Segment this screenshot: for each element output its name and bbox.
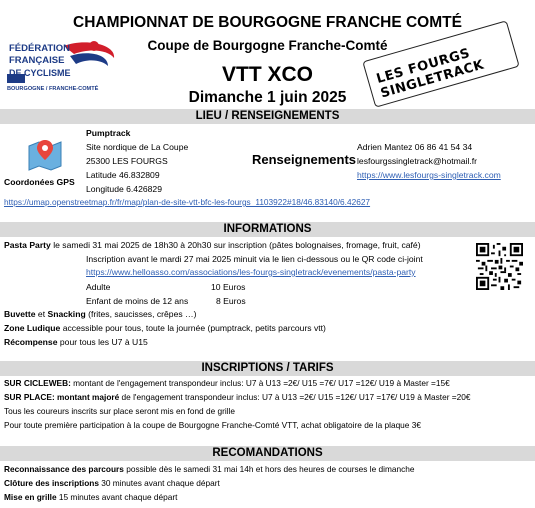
section-lieu-heading: LIEU / RENSEIGNEMENTS (0, 109, 535, 124)
venue-name: Pumptrack (86, 128, 131, 138)
pasta-party-line: Pasta Party le samedi 31 mai 2025 de 18h30 à 20h30 sur inscription (pâtes bolognaises, fromage, fruit, café) (4, 240, 421, 250)
price-adult-label: Adulte (86, 282, 111, 292)
cup-title: Coupe de Bourgogne Franche-Comté (147, 38, 388, 53)
cloture-line: Clôture des inscriptions 30 minutes avant chaque départ (4, 478, 220, 488)
event-date: Dimanche 1 juin 2025 (188, 89, 347, 106)
venue-address-1: Site nordique de La Coupe (86, 142, 189, 152)
pasta-registration-line: Inscription avant le mardi 27 mai 2025 minuit via le lien ci-dessous ou le QR code ci-joint (86, 254, 423, 264)
reconnaissance-line: Reconnaissance des parcours possible dès le samedi 31 mai 14h et hors des heures de courses le dimanche (4, 464, 415, 474)
gps-label: Coordonées GPS (4, 177, 75, 187)
discipline-title: VTT XCO (221, 63, 313, 86)
logo-line-1: FÉDÉRATION (9, 43, 71, 54)
section-inscriptions-heading: INSCRIPTIONS / TARIFS (0, 361, 535, 376)
contact-email: lesfourgssingletrack@hotmail.fr (357, 156, 478, 166)
logo-line-4: BOURGOGNE / FRANCHE-COMTÉ (7, 86, 99, 92)
venue-latitude: Latitude 46.832809 (86, 170, 160, 180)
qr-code-icon[interactable] (476, 243, 523, 290)
map-link[interactable]: https://umap.openstreetmap.fr/fr/map/plan-de-site-vtt-bfc-les-fourgs_1103922#18/46.83140/6.42627 (4, 197, 371, 207)
championship-title: CHAMPIONNAT DE BOURGOGNE FRANCHE COMTÉ (73, 14, 462, 31)
sur-place-line: SUR PLACE: montant majoré de l'engagement transpondeur inclus: U7 à U13 =2€/ U15 =12€/ U17 =17€/ U19 à Master =20€ (4, 392, 471, 402)
venue-address-2: 25300 LES FOURGS (86, 156, 168, 166)
section-informations-heading: INFORMATIONS (0, 222, 535, 237)
price-child-label: Enfant de moins de 12 ans (86, 296, 189, 306)
price-child: 8 Euros (216, 296, 246, 306)
mise-en-grille-line: Mise en grille 15 minutes avant chaque départ (4, 492, 178, 502)
renseignements-label: Renseignements (252, 152, 357, 167)
cicleweb-line: SUR CICLEWEB: montant de l'engagement transpondeur inclus: U7 à U13 =2€/ U15 =7€/ U17 =12€/ U19 à Master =15€ (4, 378, 450, 388)
section-recommandations-heading: RECOMANDATIONS (0, 446, 535, 461)
price-adult: 10 Euros (211, 282, 246, 292)
zone-ludique-line: Zone Ludique accessible pour tous, toute la journée (pumptrack, petits parcours vtt) (4, 323, 326, 333)
fond-grille-line: Tous les coureurs inscrits sur place seront mis en fond de grille (4, 406, 236, 416)
recompense-line: Récompense pour tous les U7 à U15 (4, 337, 148, 347)
buvette-line: Buvette et Snacking (frites, saucisses, crêpes …) (4, 309, 197, 319)
logo-line-2: FRANÇAISE (9, 55, 65, 66)
singletrack-logo-text: LES FOURGS SINGLETRACK (374, 45, 486, 102)
map-pin-icon (27, 136, 63, 172)
venue-longitude: Longitude 6.426829 (86, 184, 162, 194)
plaque-line: Pour toute première participation à la coupe de Bourgogne Franche-Comté VTT, achat obligatoire de la plaque 3€ (4, 420, 421, 430)
contact-phone: Adrien Mantez 06 86 41 54 34 (357, 142, 473, 152)
contact-site-link[interactable]: https://www.lesfourgs-singletrack.com (357, 170, 501, 180)
logo-line-3: DE CYCLISME (9, 68, 71, 78)
pasta-party-link[interactable]: https://www.helloasso.com/associations/les-fourgs-singletrack/evenements/pasta-party (86, 267, 416, 277)
